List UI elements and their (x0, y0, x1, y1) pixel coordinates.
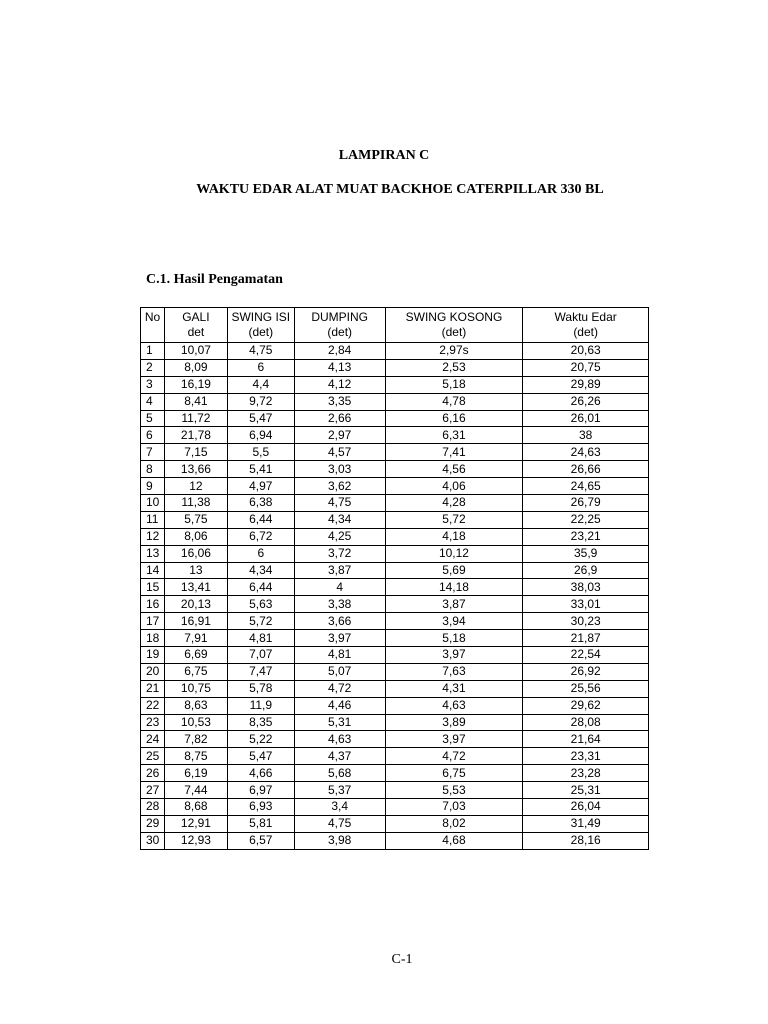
cell-swing-isi: 4,4 (227, 376, 294, 393)
table-row (141, 815, 649, 832)
cell-swing-isi: 9,72 (227, 393, 294, 410)
cell-dumping: 3,87 (294, 562, 385, 579)
cell-no: 23 (141, 714, 165, 731)
cell-no: 10 (141, 495, 165, 512)
cell-no: 29 (141, 815, 165, 832)
cell-waktu-edar: 28,16 (523, 832, 649, 849)
cell-waktu-edar: 25,56 (523, 680, 649, 697)
cell-no: 8 (141, 461, 165, 478)
table-row (141, 832, 649, 849)
cell-waktu-edar: 35,9 (523, 545, 649, 562)
cell-swing-isi: 5,22 (227, 731, 294, 748)
table-row (141, 343, 649, 360)
cell-gali: 16,06 (164, 545, 227, 562)
table-row (141, 697, 649, 714)
cell-dumping: 4,72 (294, 680, 385, 697)
cell-gali: 7,15 (164, 444, 227, 461)
cell-waktu-edar: 24,65 (523, 478, 649, 495)
cell-swing-isi: 6,38 (227, 495, 294, 512)
table-row (141, 765, 649, 782)
cell-waktu-edar: 22,25 (523, 511, 649, 528)
cell-gali: 21,78 (164, 427, 227, 444)
table-row (141, 782, 649, 799)
cell-swing-isi: 5,47 (227, 410, 294, 427)
cell-swing-kosong: 4,56 (385, 461, 523, 478)
cell-swing-isi: 6 (227, 359, 294, 376)
cell-dumping: 5,07 (294, 663, 385, 680)
table-row (141, 393, 649, 410)
table-row (141, 359, 649, 376)
cell-waktu-edar: 38 (523, 427, 649, 444)
table-row (141, 461, 649, 478)
table-row (141, 478, 649, 495)
cell-gali: 13,41 (164, 579, 227, 596)
table-row (141, 410, 649, 427)
table-row (141, 376, 649, 393)
cell-swing-isi: 5,63 (227, 596, 294, 613)
cell-dumping: 5,37 (294, 782, 385, 799)
header-no: No (141, 308, 165, 343)
cell-gali: 6,69 (164, 647, 227, 664)
cell-gali: 6,19 (164, 765, 227, 782)
cell-swing-kosong: 8,02 (385, 815, 523, 832)
header-swing-kosong: SWING KOSONG (det) (385, 308, 523, 343)
cell-waktu-edar: 33,01 (523, 596, 649, 613)
cell-dumping: 3,62 (294, 478, 385, 495)
cell-swing-kosong: 3,87 (385, 596, 523, 613)
cell-swing-kosong: 3,89 (385, 714, 523, 731)
table-header-row (141, 308, 649, 343)
cell-dumping: 3,4 (294, 799, 385, 816)
cell-waktu-edar: 24,63 (523, 444, 649, 461)
page-number: C-1 (391, 952, 413, 967)
cell-no: 7 (141, 444, 165, 461)
cell-swing-kosong: 6,31 (385, 427, 523, 444)
cell-swing-isi: 7,47 (227, 663, 294, 680)
cell-waktu-edar: 26,9 (523, 562, 649, 579)
cell-swing-kosong: 3,97 (385, 647, 523, 664)
cell-no: 14 (141, 562, 165, 579)
cell-gali: 8,09 (164, 359, 227, 376)
cell-no: 4 (141, 393, 165, 410)
cell-swing-isi: 4,34 (227, 562, 294, 579)
cell-waktu-edar: 26,01 (523, 410, 649, 427)
cell-no: 15 (141, 579, 165, 596)
cell-swing-kosong: 7,63 (385, 663, 523, 680)
cell-no: 11 (141, 511, 165, 528)
cell-dumping: 4,13 (294, 359, 385, 376)
cell-gali: 16,19 (164, 376, 227, 393)
cell-swing-kosong: 3,97 (385, 731, 523, 748)
cell-waktu-edar: 25,31 (523, 782, 649, 799)
cell-waktu-edar: 26,26 (523, 393, 649, 410)
table-row (141, 427, 649, 444)
cell-swing-isi: 4,81 (227, 630, 294, 647)
table-row (141, 714, 649, 731)
cell-gali: 13,66 (164, 461, 227, 478)
cell-no: 20 (141, 663, 165, 680)
cell-no: 18 (141, 630, 165, 647)
table-row (141, 680, 649, 697)
cell-dumping: 4,25 (294, 528, 385, 545)
cell-no: 27 (141, 782, 165, 799)
cell-gali: 5,75 (164, 511, 227, 528)
cell-swing-kosong: 6,75 (385, 765, 523, 782)
cell-no: 9 (141, 478, 165, 495)
cell-swing-isi: 6,72 (227, 528, 294, 545)
table-row (141, 545, 649, 562)
cell-swing-kosong: 4,78 (385, 393, 523, 410)
table-row (141, 748, 649, 765)
cell-no: 21 (141, 680, 165, 697)
cell-gali: 7,44 (164, 782, 227, 799)
cell-swing-kosong: 2,53 (385, 359, 523, 376)
section-heading: C.1. Hasil Pengamatan (146, 272, 283, 287)
cell-dumping: 4,57 (294, 444, 385, 461)
cell-swing-kosong: 4,18 (385, 528, 523, 545)
cell-swing-kosong: 3,94 (385, 613, 523, 630)
cell-waktu-edar: 38,03 (523, 579, 649, 596)
cell-dumping: 4,63 (294, 731, 385, 748)
cell-swing-kosong: 5,18 (385, 630, 523, 647)
cell-no: 28 (141, 799, 165, 816)
cell-no: 24 (141, 731, 165, 748)
table-row (141, 511, 649, 528)
cell-dumping: 4,12 (294, 376, 385, 393)
cell-swing-isi: 6,57 (227, 832, 294, 849)
cell-swing-kosong: 5,53 (385, 782, 523, 799)
cell-swing-isi: 4,66 (227, 765, 294, 782)
cell-dumping: 4,34 (294, 511, 385, 528)
table-row (141, 444, 649, 461)
cell-dumping: 3,03 (294, 461, 385, 478)
header-waktu-edar: Waktu Edar (det) (523, 308, 649, 343)
cell-dumping: 3,98 (294, 832, 385, 849)
table-row (141, 596, 649, 613)
cell-waktu-edar: 26,66 (523, 461, 649, 478)
cell-swing-kosong: 4,68 (385, 832, 523, 849)
page-subtitle: WAKTU EDAR ALAT MUAT BACKHOE CATERPILLAR 330 BL (196, 182, 604, 197)
cell-swing-isi: 7,07 (227, 647, 294, 664)
cell-swing-kosong: 5,18 (385, 376, 523, 393)
cell-waktu-edar: 26,92 (523, 663, 649, 680)
cell-waktu-edar: 23,31 (523, 748, 649, 765)
cell-waktu-edar: 26,79 (523, 495, 649, 512)
cell-no: 12 (141, 528, 165, 545)
cell-swing-kosong: 4,28 (385, 495, 523, 512)
cell-dumping: 4,75 (294, 495, 385, 512)
cell-no: 26 (141, 765, 165, 782)
cell-dumping: 5,31 (294, 714, 385, 731)
cell-waktu-edar: 20,75 (523, 359, 649, 376)
cell-swing-isi: 6 (227, 545, 294, 562)
cell-swing-isi: 5,41 (227, 461, 294, 478)
cell-gali: 10,53 (164, 714, 227, 731)
cell-dumping: 3,97 (294, 630, 385, 647)
cell-gali: 8,06 (164, 528, 227, 545)
cell-gali: 10,75 (164, 680, 227, 697)
observation-table (140, 307, 649, 850)
cell-swing-isi: 5,78 (227, 680, 294, 697)
cell-no: 25 (141, 748, 165, 765)
table-row (141, 562, 649, 579)
cell-dumping: 3,72 (294, 545, 385, 562)
cell-gali: 16,91 (164, 613, 227, 630)
cell-swing-kosong: 4,63 (385, 697, 523, 714)
cell-swing-isi: 5,81 (227, 815, 294, 832)
cell-dumping: 4,81 (294, 647, 385, 664)
cell-swing-isi: 4,75 (227, 343, 294, 360)
header-swing-isi: SWING ISI (det) (227, 308, 294, 343)
cell-gali: 8,75 (164, 748, 227, 765)
cell-gali: 13 (164, 562, 227, 579)
cell-waktu-edar: 21,87 (523, 630, 649, 647)
cell-dumping: 3,38 (294, 596, 385, 613)
cell-dumping: 3,35 (294, 393, 385, 410)
cell-waktu-edar: 29,62 (523, 697, 649, 714)
cell-swing-kosong: 2,97s (385, 343, 523, 360)
cell-no: 5 (141, 410, 165, 427)
header-dumping: DUMPING (det) (294, 308, 385, 343)
table-row (141, 647, 649, 664)
cell-gali: 11,38 (164, 495, 227, 512)
cell-no: 3 (141, 376, 165, 393)
cell-waktu-edar: 28,08 (523, 714, 649, 731)
cell-swing-kosong: 5,72 (385, 511, 523, 528)
cell-waktu-edar: 22,54 (523, 647, 649, 664)
cell-dumping: 3,66 (294, 613, 385, 630)
cell-gali: 8,68 (164, 799, 227, 816)
cell-gali: 6,75 (164, 663, 227, 680)
cell-swing-isi: 5,47 (227, 748, 294, 765)
table-row (141, 579, 649, 596)
cell-no: 30 (141, 832, 165, 849)
cell-gali: 12 (164, 478, 227, 495)
cell-gali: 10,07 (164, 343, 227, 360)
cell-no: 13 (141, 545, 165, 562)
cell-no: 2 (141, 359, 165, 376)
cell-dumping: 4,37 (294, 748, 385, 765)
table-row (141, 799, 649, 816)
cell-swing-isi: 6,93 (227, 799, 294, 816)
cell-dumping: 5,68 (294, 765, 385, 782)
cell-swing-isi: 6,44 (227, 579, 294, 596)
cell-gali: 20,13 (164, 596, 227, 613)
cell-dumping: 4 (294, 579, 385, 596)
cell-dumping: 2,84 (294, 343, 385, 360)
table-row (141, 663, 649, 680)
cell-no: 22 (141, 697, 165, 714)
cell-swing-kosong: 5,69 (385, 562, 523, 579)
cell-no: 19 (141, 647, 165, 664)
cell-waktu-edar: 23,28 (523, 765, 649, 782)
cell-gali: 11,72 (164, 410, 227, 427)
cell-swing-isi: 4,97 (227, 478, 294, 495)
cell-swing-isi: 8,35 (227, 714, 294, 731)
cell-dumping: 4,75 (294, 815, 385, 832)
cell-gali: 12,91 (164, 815, 227, 832)
cell-gali: 7,91 (164, 630, 227, 647)
cell-swing-kosong: 4,31 (385, 680, 523, 697)
table-row (141, 495, 649, 512)
table-row (141, 613, 649, 630)
cell-swing-kosong: 7,03 (385, 799, 523, 816)
cell-waktu-edar: 21,64 (523, 731, 649, 748)
cell-dumping: 2,97 (294, 427, 385, 444)
cell-swing-kosong: 4,72 (385, 748, 523, 765)
cell-waktu-edar: 23,21 (523, 528, 649, 545)
cell-dumping: 4,46 (294, 697, 385, 714)
cell-swing-isi: 11,9 (227, 697, 294, 714)
table-row (141, 528, 649, 545)
cell-waktu-edar: 20,63 (523, 343, 649, 360)
cell-no: 17 (141, 613, 165, 630)
cell-waktu-edar: 26,04 (523, 799, 649, 816)
cell-swing-isi: 5,72 (227, 613, 294, 630)
header-gali: GALI det (164, 308, 227, 343)
cell-waktu-edar: 29,89 (523, 376, 649, 393)
cell-swing-kosong: 14,18 (385, 579, 523, 596)
cell-swing-kosong: 10,12 (385, 545, 523, 562)
cell-gali: 12,93 (164, 832, 227, 849)
cell-gali: 8,41 (164, 393, 227, 410)
cell-swing-isi: 6,44 (227, 511, 294, 528)
cell-waktu-edar: 31,49 (523, 815, 649, 832)
cell-swing-isi: 6,94 (227, 427, 294, 444)
cell-waktu-edar: 30,23 (523, 613, 649, 630)
cell-no: 16 (141, 596, 165, 613)
table-row (141, 731, 649, 748)
cell-no: 6 (141, 427, 165, 444)
cell-swing-kosong: 6,16 (385, 410, 523, 427)
cell-swing-kosong: 4,06 (385, 478, 523, 495)
cell-gali: 7,82 (164, 731, 227, 748)
cell-no: 1 (141, 343, 165, 360)
cell-swing-kosong: 7,41 (385, 444, 523, 461)
table-row (141, 630, 649, 647)
cell-swing-isi: 6,97 (227, 782, 294, 799)
page-title: LAMPIRAN C (338, 148, 430, 163)
cell-swing-isi: 5,5 (227, 444, 294, 461)
cell-dumping: 2,66 (294, 410, 385, 427)
cell-gali: 8,63 (164, 697, 227, 714)
